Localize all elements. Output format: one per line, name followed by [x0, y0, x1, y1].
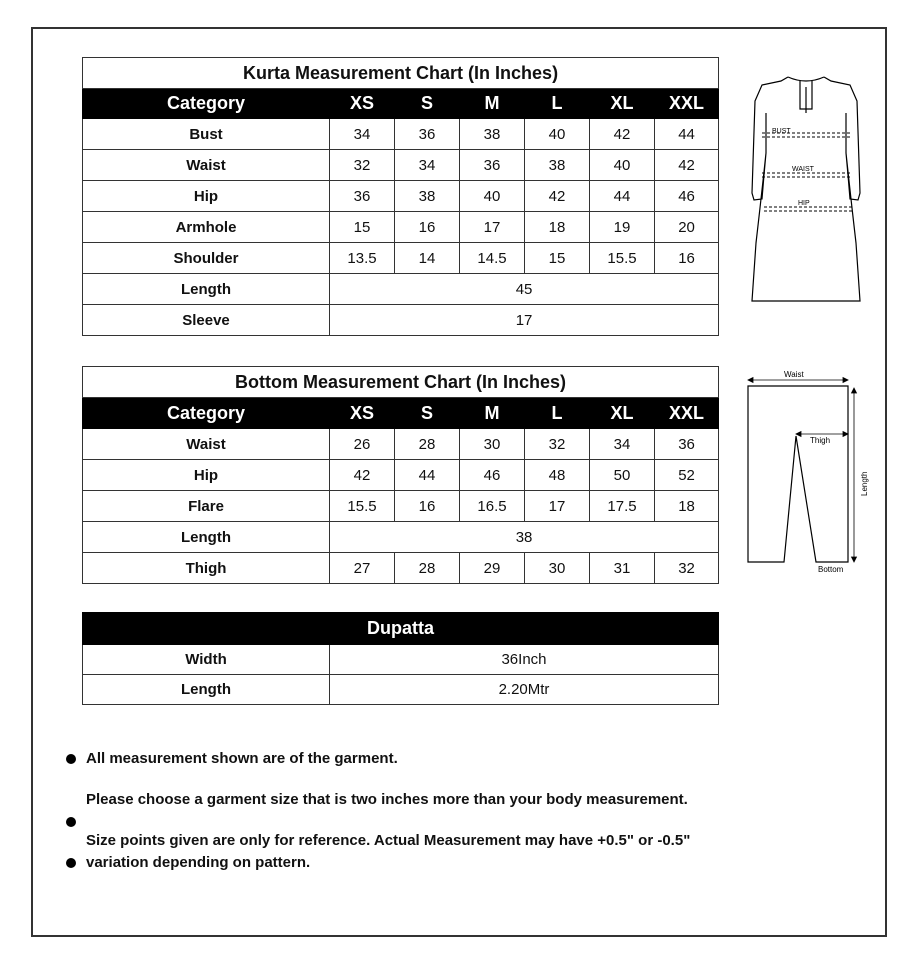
header-category: Category: [83, 398, 330, 429]
note-item: [66, 748, 746, 770]
table-row: [83, 675, 719, 705]
table-cell: 34: [590, 429, 655, 460]
row-label: Armhole: [83, 212, 330, 243]
table-cell: 16.5: [460, 491, 525, 522]
table-cell: 2.20Mtr: [330, 675, 719, 705]
table-cell: 32: [330, 150, 395, 181]
table-cell: 15: [525, 243, 590, 274]
row-label: Bust: [83, 119, 330, 150]
table-cell: 42: [590, 119, 655, 150]
table-cell: 36: [460, 150, 525, 181]
table-row: [83, 181, 719, 212]
table-cell: 36: [330, 181, 395, 212]
table-cell: 34: [330, 119, 395, 150]
table-cell: 38: [525, 150, 590, 181]
row-label: Length: [83, 675, 330, 705]
table-row: [83, 491, 719, 522]
header-size: XS: [330, 89, 395, 119]
table-cell: 46: [655, 181, 719, 212]
kurta-measurement-table: [82, 57, 719, 336]
table-cell: 29: [460, 553, 525, 584]
row-label: Length: [83, 522, 330, 553]
row-label: Waist: [83, 429, 330, 460]
table-cell: 16: [395, 491, 460, 522]
table-row: [83, 274, 719, 305]
table-cell: 15.5: [590, 243, 655, 274]
bullet-icon: [66, 817, 76, 827]
table-cell: 16: [655, 243, 719, 274]
table-cell: 40: [590, 150, 655, 181]
table-row: [83, 553, 719, 584]
table-cell: 46: [460, 460, 525, 491]
table-cell: 14: [395, 243, 460, 274]
hip-label: HIP: [798, 200, 810, 207]
waist-label: Waist: [784, 370, 804, 379]
table-cell: 44: [590, 181, 655, 212]
dupatta-table: [82, 612, 719, 705]
header-size: L: [525, 89, 590, 119]
table-row: [83, 150, 719, 181]
bottom-diagram: [740, 366, 880, 578]
table-row: [83, 212, 719, 243]
row-label: Length: [83, 274, 330, 305]
length-label: Length: [860, 471, 869, 496]
table-cell: 19: [590, 212, 655, 243]
row-label: Shoulder: [83, 243, 330, 274]
table-cell: 18: [655, 491, 719, 522]
table-cell: 14.5: [460, 243, 525, 274]
table-cell: 17: [525, 491, 590, 522]
header-size: S: [395, 89, 460, 119]
table-cell: 17: [460, 212, 525, 243]
header-size: M: [460, 398, 525, 429]
table-row: [83, 119, 719, 150]
table-cell: 15.5: [330, 491, 395, 522]
table-cell: 15: [330, 212, 395, 243]
header-size: S: [395, 398, 460, 429]
note-text: All measurement shown are of the garment.: [86, 750, 398, 767]
row-label: Thigh: [83, 553, 330, 584]
table-cell: 20: [655, 212, 719, 243]
table-cell: 40: [460, 181, 525, 212]
table-cell: 28: [395, 553, 460, 584]
row-label: Hip: [83, 181, 330, 212]
kurta-table-title: Kurta Measurement Chart (In Inches): [83, 58, 719, 89]
table-cell: 36: [395, 119, 460, 150]
row-label: Sleeve: [83, 305, 330, 336]
table-cell: 13.5: [330, 243, 395, 274]
table-cell: 32: [525, 429, 590, 460]
dupatta-title: Dupatta: [83, 613, 719, 645]
pant-outline: [748, 386, 848, 562]
table-row: [83, 645, 719, 675]
notes-list: [66, 748, 746, 874]
note-item: [66, 830, 746, 874]
table-cell: 42: [655, 150, 719, 181]
table-cell: 28: [395, 429, 460, 460]
table-cell: 40: [525, 119, 590, 150]
table-cell: 26: [330, 429, 395, 460]
table-cell: 44: [395, 460, 460, 491]
header-category: Category: [83, 89, 330, 119]
table-cell: 31: [590, 553, 655, 584]
row-label: Width: [83, 645, 330, 675]
table-cell: 16: [395, 212, 460, 243]
table-cell: 32: [655, 553, 719, 584]
table-cell: 38: [460, 119, 525, 150]
table-cell: 36: [655, 429, 719, 460]
thigh-label: Thigh: [810, 436, 831, 445]
note-text: Size points given are only for reference. Actual Measurement may have +0.5" or -0.5" variation depending on pattern.: [86, 832, 691, 871]
row-label: Hip: [83, 460, 330, 491]
table-cell: 17.5: [590, 491, 655, 522]
bust-label: BUST: [772, 128, 791, 135]
bottom-measurement-table: [82, 366, 719, 584]
bottom-label: Bottom: [818, 565, 844, 574]
header-size: XXL: [655, 89, 719, 119]
kurta-diagram: [748, 73, 866, 305]
bottom-table-title: Bottom Measurement Chart (In Inches): [83, 367, 719, 398]
table-row: [83, 429, 719, 460]
header-size: L: [525, 398, 590, 429]
table-cell: 45: [330, 274, 719, 305]
header-size: XL: [590, 89, 655, 119]
note-text: Please choose a garment size that is two inches more than your body measurement.: [86, 791, 688, 808]
header-size: XXL: [655, 398, 719, 429]
table-cell: 17: [330, 305, 719, 336]
header-size: XS: [330, 398, 395, 429]
table-row: [83, 243, 719, 274]
table-cell: 30: [460, 429, 525, 460]
header-size: M: [460, 89, 525, 119]
table-cell: 42: [525, 181, 590, 212]
table-cell: 18: [525, 212, 590, 243]
kurta-outline: [752, 77, 860, 301]
table-cell: 44: [655, 119, 719, 150]
table-cell: 34: [395, 150, 460, 181]
table-cell: 52: [655, 460, 719, 491]
table-cell: 30: [525, 553, 590, 584]
table-cell: 48: [525, 460, 590, 491]
table-row: [83, 305, 719, 336]
row-label: Flare: [83, 491, 330, 522]
bullet-icon: [66, 858, 76, 868]
bullet-icon: [66, 754, 76, 764]
table-cell: 42: [330, 460, 395, 491]
table-cell: 50: [590, 460, 655, 491]
note-item: [66, 789, 746, 811]
waist-label: WAIST: [792, 166, 814, 173]
table-row: [83, 460, 719, 491]
table-cell: 36Inch: [330, 645, 719, 675]
table-cell: 38: [395, 181, 460, 212]
table-cell: 27: [330, 553, 395, 584]
table-row: [83, 522, 719, 553]
header-size: XL: [590, 398, 655, 429]
table-cell: 38: [330, 522, 719, 553]
measure-arrows: [748, 378, 857, 563]
row-label: Waist: [83, 150, 330, 181]
